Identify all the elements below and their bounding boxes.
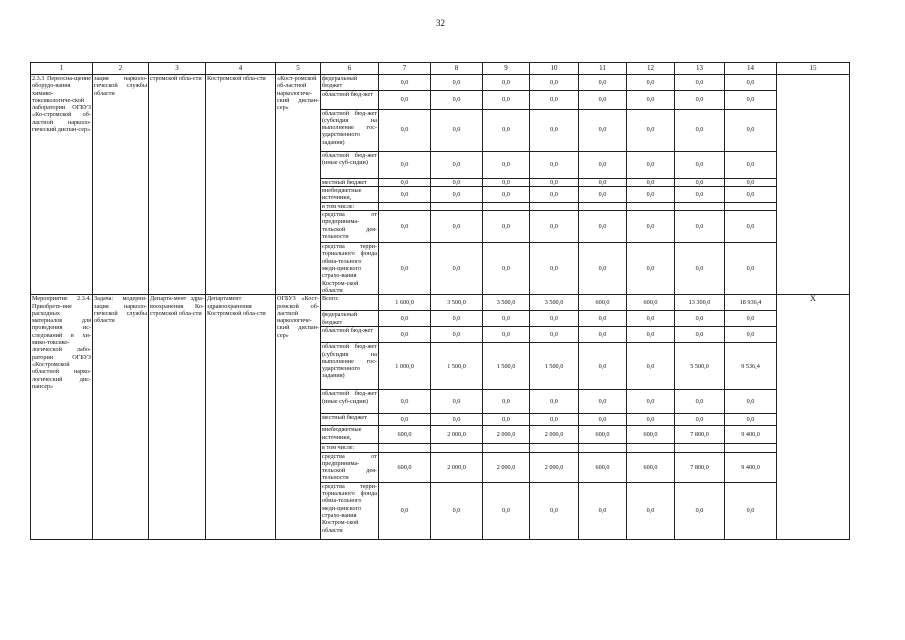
funding-source: федеральный бюджет	[321, 311, 379, 327]
amount-cell: 0,0	[431, 151, 483, 178]
amount-cell: 0,0	[379, 178, 431, 186]
amount-cell: 0,0	[530, 311, 579, 327]
amount-cell: 600,0	[627, 426, 675, 444]
amount-cell: 600,0	[627, 295, 675, 311]
funding-source: внебюджетные источники,	[321, 426, 379, 444]
amount-cell: 0,0	[431, 186, 483, 202]
amount-cell: 0,0	[627, 211, 675, 243]
amount-cell: 0,0	[725, 109, 777, 151]
amount-cell: 0,0	[579, 75, 627, 91]
amount-cell: 0,0	[579, 327, 627, 343]
column-header: 14	[725, 63, 777, 75]
column-header: 10	[530, 63, 579, 75]
amount-cell: 1 500,0	[483, 343, 530, 390]
amount-cell: 9 400,0	[725, 426, 777, 444]
amount-cell: 0,0	[530, 109, 579, 151]
funding-source: областной бюд-жет (иные суб-сидии)	[321, 151, 379, 178]
amount-cell: 600,0	[579, 295, 627, 311]
column-header: 7	[379, 63, 431, 75]
amount-cell: 0,0	[725, 151, 777, 178]
amount-cell	[579, 202, 627, 210]
amount-cell	[483, 444, 530, 452]
column-header: 3	[149, 63, 206, 75]
amount-cell: 0,0	[483, 75, 530, 91]
funding-source: в том числе:	[321, 202, 379, 210]
amount-cell: 0,0	[579, 109, 627, 151]
amount-cell: 3 500,0	[483, 295, 530, 311]
amount-cell: 0,0	[627, 75, 675, 91]
cell-c1: Мероприятие 2.3.4. Приобрете-ние расходных материалов для проведения ис-следований в хи-мико-токсико-логической лабо-ратории ОГБУЗ «Костромской областной нарко-логический дис-пансер»	[31, 295, 93, 539]
table-row	[31, 75, 850, 91]
amount-cell	[675, 444, 725, 452]
cell-c4: Департамент здравоохранения Костромской обла-сти	[206, 295, 276, 539]
amount-cell: 0,0	[675, 390, 725, 414]
amount-cell: 13 300,0	[675, 295, 725, 311]
amount-cell: 0,0	[379, 482, 431, 539]
column-header: 12	[627, 63, 675, 75]
amount-cell: 5 500,0	[675, 343, 725, 390]
amount-cell: 0,0	[675, 243, 725, 295]
amount-cell: 0,0	[483, 211, 530, 243]
amount-cell: 0,0	[579, 211, 627, 243]
amount-cell: 0,0	[627, 109, 675, 151]
funding-source: в том числе:	[321, 444, 379, 452]
amount-cell: 0,0	[483, 390, 530, 414]
funding-source: внебюджетные источники,	[321, 186, 379, 202]
amount-cell: 0,0	[675, 482, 725, 539]
amount-cell: 600,0	[579, 452, 627, 482]
funding-source: местный бюджет	[321, 414, 379, 426]
amount-cell: 0,0	[483, 243, 530, 295]
funding-source: областной бюд-жет	[321, 90, 379, 109]
amount-cell: 0,0	[725, 311, 777, 327]
amount-cell: 0,0	[579, 151, 627, 178]
amount-cell: 0,0	[379, 109, 431, 151]
amount-cell: 0,0	[675, 186, 725, 202]
funding-source: областной бюд-жет (субсидия на выполнение гос-ударственного задания)	[321, 109, 379, 151]
amount-cell: 0,0	[725, 414, 777, 426]
amount-cell: 0,0	[627, 243, 675, 295]
amount-cell: 0,0	[579, 390, 627, 414]
funding-source: средства терри-ториального фонда обяза-тельного меди-цинского страхо-вания Костром-ской области	[321, 482, 379, 539]
amount-cell: 0,0	[675, 109, 725, 151]
amount-cell: 0,0	[379, 414, 431, 426]
amount-cell: 7 800,0	[675, 426, 725, 444]
amount-cell: 0,0	[530, 186, 579, 202]
amount-cell	[483, 202, 530, 210]
amount-cell: 3 500,0	[431, 295, 483, 311]
amount-cell: 3 500,0	[530, 295, 579, 311]
header-row	[31, 63, 850, 75]
amount-cell: 0,0	[725, 75, 777, 91]
cell-c1: 2.3.3 Переосна-щение оборудо-вания химико-токсикологиче-ской лаборатории ОГБУЗ «Ко-стромской об-ластной нарколо-гический диспан-сер»	[31, 75, 93, 295]
amount-cell: 0,0	[483, 414, 530, 426]
amount-cell: 2 000,0	[530, 452, 579, 482]
funding-source: федеральный бюджет	[321, 75, 379, 91]
amount-cell: 0,0	[431, 482, 483, 539]
amount-cell: 600,0	[579, 426, 627, 444]
amount-cell: 0,0	[483, 90, 530, 109]
amount-cell: 0,0	[530, 211, 579, 243]
amount-cell: 0,0	[431, 243, 483, 295]
amount-cell: 0,0	[530, 178, 579, 186]
amount-cell: 600,0	[627, 452, 675, 482]
cell-c15	[777, 75, 850, 295]
amount-cell: 1 000,0	[379, 343, 431, 390]
amount-cell: 0,0	[483, 186, 530, 202]
amount-cell: 0,0	[725, 90, 777, 109]
cell-c2: Задача: модерни-зация нарколо-гической службы области	[93, 295, 149, 539]
budget-table	[30, 62, 850, 540]
amount-cell: 0,0	[627, 90, 675, 109]
amount-cell: 0,0	[431, 90, 483, 109]
amount-cell: 0,0	[530, 75, 579, 91]
cell-c5: «Кост-ромской об-ластной наркологиче-ский диспан-сер»	[276, 75, 321, 295]
amount-cell: 9 400,0	[725, 452, 777, 482]
amount-cell: 0,0	[483, 311, 530, 327]
amount-cell: 0,0	[530, 482, 579, 539]
amount-cell: 0,0	[579, 243, 627, 295]
amount-cell	[579, 444, 627, 452]
amount-cell: 0,0	[379, 151, 431, 178]
column-header: 6	[321, 63, 379, 75]
cell-c2: зация нарколо-гической службы области	[93, 75, 149, 295]
amount-cell: 9 536,4	[725, 343, 777, 390]
funding-source: средства от предпринима-тельской дея-тельности	[322, 452, 377, 482]
amount-cell: 0,0	[627, 414, 675, 426]
page-number: 32	[436, 18, 445, 28]
amount-cell: 0,0	[627, 343, 675, 390]
amount-cell: 0,0	[627, 151, 675, 178]
amount-cell: 600,0	[379, 452, 431, 482]
amount-cell: 0,0	[431, 311, 483, 327]
amount-cell	[530, 444, 579, 452]
column-header: 2	[93, 63, 149, 75]
amount-cell: 0,0	[675, 327, 725, 343]
amount-cell: 0,0	[725, 390, 777, 414]
funding-source: областной бюд-жет	[321, 327, 379, 343]
cell-c15: Х	[777, 295, 850, 539]
amount-cell	[530, 202, 579, 210]
amount-cell: 0,0	[627, 482, 675, 539]
amount-cell: 600,0	[379, 426, 431, 444]
amount-cell	[725, 444, 777, 452]
amount-cell: 0,0	[483, 327, 530, 343]
amount-cell: 1 600,0	[379, 295, 431, 311]
amount-cell: 2 000,0	[431, 426, 483, 444]
amount-cell: 0,0	[579, 186, 627, 202]
amount-cell: 0,0	[725, 211, 777, 243]
column-header: 11	[579, 63, 627, 75]
funding-source: средства терри-ториального фонда обяза-тельного меди-цинского страхо-вания Костром-ской области	[322, 243, 377, 294]
funding-source: местный бюджет	[321, 178, 379, 186]
amount-cell: 0,0	[675, 414, 725, 426]
amount-cell: 2 000,0	[530, 426, 579, 444]
amount-cell: 0,0	[627, 178, 675, 186]
amount-cell: 0,0	[530, 90, 579, 109]
amount-cell: 0,0	[579, 178, 627, 186]
column-header: 5	[276, 63, 321, 75]
table-row	[31, 295, 850, 311]
amount-cell: 0,0	[675, 151, 725, 178]
column-header: 8	[431, 63, 483, 75]
column-header: 13	[675, 63, 725, 75]
amount-cell: 0,0	[431, 178, 483, 186]
amount-cell: 0,0	[579, 343, 627, 390]
amount-cell: 0,0	[530, 414, 579, 426]
amount-cell: 0,0	[579, 90, 627, 109]
amount-cell	[627, 444, 675, 452]
amount-cell	[675, 202, 725, 210]
funding-source: средства от предпринима-тельской дея-тельности	[321, 211, 379, 243]
amount-cell: 0,0	[725, 482, 777, 539]
amount-cell: 2 000,0	[431, 452, 483, 482]
amount-cell: 0,0	[483, 178, 530, 186]
amount-cell: 0,0	[579, 414, 627, 426]
amount-cell: 0,0	[431, 75, 483, 91]
amount-cell: 1 500,0	[530, 343, 579, 390]
funding-source: Всего:	[321, 295, 379, 311]
amount-cell: 0,0	[530, 390, 579, 414]
funding-source: областной бюд-жет (субсидия на выполнение гос-ударственного задания)	[321, 343, 379, 390]
amount-cell	[725, 202, 777, 210]
amount-cell: 0,0	[530, 327, 579, 343]
amount-cell: 0,0	[379, 243, 431, 295]
amount-cell: 0,0	[530, 151, 579, 178]
amount-cell: 0,0	[379, 90, 431, 109]
amount-cell: 0,0	[725, 327, 777, 343]
amount-cell: 0,0	[431, 109, 483, 151]
amount-cell: 0,0	[675, 211, 725, 243]
amount-cell: 0,0	[579, 311, 627, 327]
cell-c3: Департа-мент здра-воохранения Ко-стромской обла-сти	[149, 295, 206, 539]
funding-source: областной бюд-жет (иные суб-сидии)	[321, 390, 379, 414]
cell-c4: Костромской обла-сти	[206, 75, 276, 295]
amount-cell: 0,0	[675, 75, 725, 91]
amount-cell: 0,0	[675, 178, 725, 186]
amount-cell: 0,0	[725, 243, 777, 295]
amount-cell: 0,0	[675, 311, 725, 327]
amount-cell: 0,0	[431, 390, 483, 414]
amount-cell: 0,0	[379, 186, 431, 202]
amount-cell: 0,0	[725, 186, 777, 202]
amount-cell	[379, 202, 431, 210]
amount-cell	[431, 202, 483, 210]
amount-cell: 0,0	[379, 327, 431, 343]
amount-cell: 0,0	[431, 327, 483, 343]
amount-cell: 0,0	[627, 390, 675, 414]
amount-cell	[379, 444, 431, 452]
amount-cell: 0,0	[483, 109, 530, 151]
amount-cell: 0,0	[627, 186, 675, 202]
column-header: 15	[777, 63, 850, 75]
column-header: 4	[206, 63, 276, 75]
amount-cell: 0,0	[431, 211, 483, 243]
amount-cell: 1 500,0	[431, 343, 483, 390]
amount-cell: 0,0	[579, 482, 627, 539]
column-header: 1	[31, 63, 93, 75]
amount-cell: 0,0	[431, 414, 483, 426]
amount-cell: 0,0	[379, 390, 431, 414]
amount-cell	[627, 202, 675, 210]
amount-cell: 0,0	[530, 243, 579, 295]
amount-cell: 18 936,4	[725, 295, 777, 311]
amount-cell: 0,0	[379, 211, 431, 243]
amount-cell: 0,0	[379, 75, 431, 91]
amount-cell: 0,0	[627, 327, 675, 343]
amount-cell	[431, 444, 483, 452]
amount-cell: 2 000,0	[483, 426, 530, 444]
column-header: 9	[483, 63, 530, 75]
amount-cell: 2 000,0	[483, 452, 530, 482]
amount-cell: 0,0	[483, 151, 530, 178]
amount-cell: 0,0	[483, 482, 530, 539]
cell-c3: стромской обла-сти	[149, 75, 206, 295]
amount-cell: 0,0	[627, 311, 675, 327]
amount-cell: 0,0	[379, 311, 431, 327]
amount-cell: 7 800,0	[675, 452, 725, 482]
cell-c5: ОГБУЗ «Кост-ромской об-ластной наркологиче-ский диспан-сер»	[276, 295, 321, 539]
amount-cell: 0,0	[675, 90, 725, 109]
amount-cell: 0,0	[725, 178, 777, 186]
